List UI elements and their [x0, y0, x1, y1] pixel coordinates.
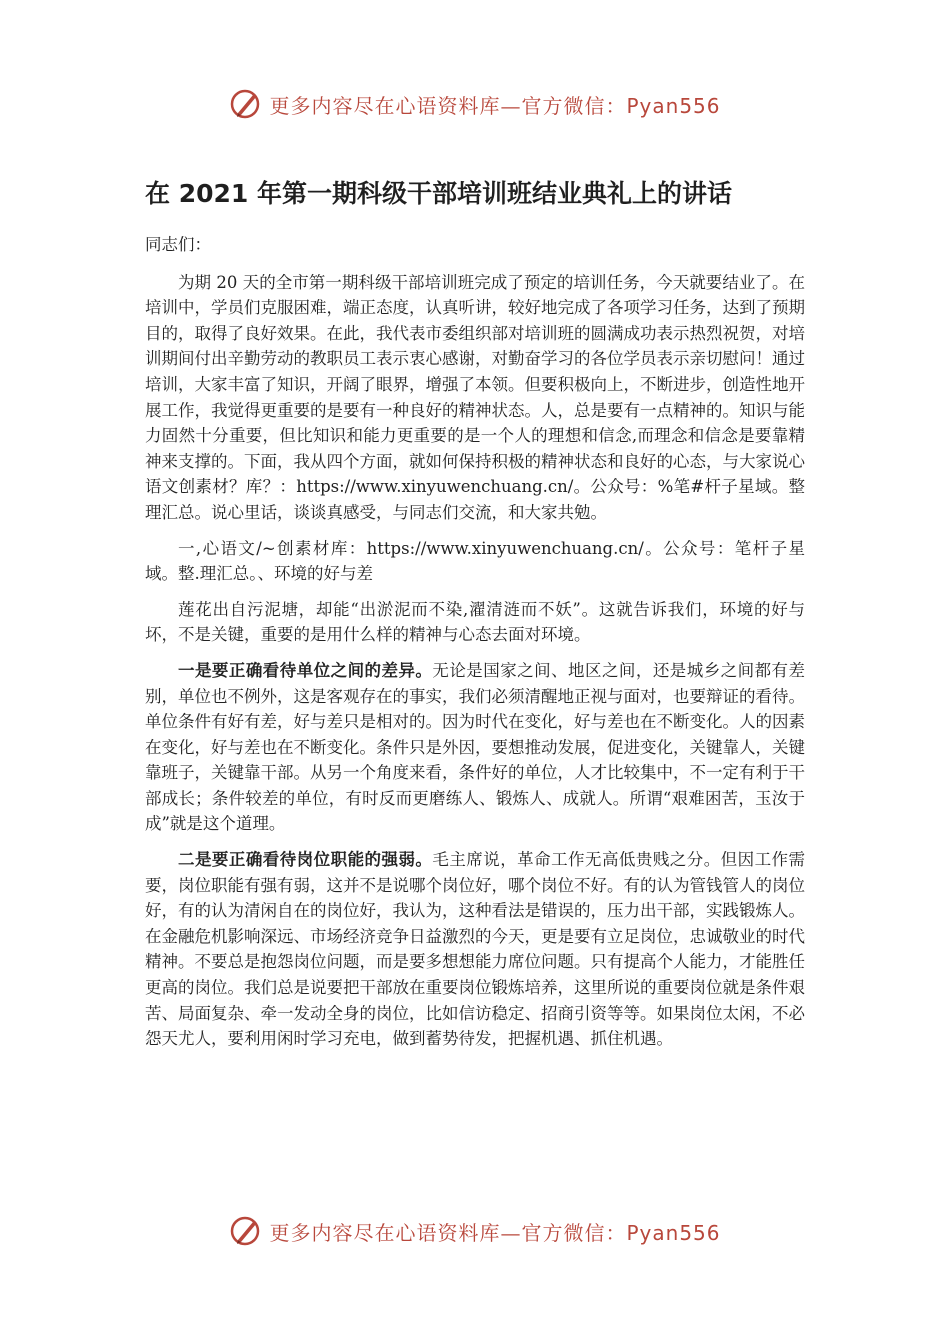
point-two-heading: 二是要正确看待岗位职能的强弱。 [178, 850, 433, 870]
point-one-heading: 一是要正确看待单位之间的差异。 [178, 660, 433, 680]
point-one-text: 无论是国家之间、地区之间，还是城乡之间都有差别，单位也不例外，这是客观存在的事实，我们必须清醒地正视与面对，也要辩证的看待。单位条件有好有差，好与差只是相对的。因为时代在变化，好与差也在不断变化。人的因素在变化，好与差也在不断变化。条件只是外因，要想推动发展，促进变化，关键靠人，关键靠班子，关键靠干部。从另一个角度来看，条件好的单位，人才比较集中，不一定有利于干部成长；条件较差的单位，有时反而更磨练人、锻炼人、成就人。所谓“艰难困苦，玉汝于成”就是这个道理。 [145, 660, 806, 834]
banner-text: 更多内容尽在心语资料库—官方微信：Pyan556 [269, 93, 721, 118]
greeting: 同志们： [145, 235, 211, 254]
pen-logo-icon [229, 1214, 263, 1248]
paragraph-post-functions [145, 847, 805, 1052]
footer-banner [0, 1211, 950, 1251]
pen-logo-icon [229, 87, 263, 121]
wechat-id: Pyan556 [626, 1220, 721, 1245]
point-two-text: 毛主席说，革命工作无高低贵贱之分。但因工作需要，岗位职能有强有弱，这并不是说哪个岗位好，哪个岗位不好。有的认为管钱管人的岗位好，有的认为清闲自在的岗位好，我认为，这种看法是错误的，压力出干部，实践锻炼人。在金融危机影响深远、市场经济竞争日益激烈的今天，更是要有立足岗位，忠诚敬业的时代精神。不要总是抱怨岗位问题，而是要多想想能力席位问题。只有提高个人能力，才能胜任更高的岗位。我们总是说要把干部放在重要岗位锻炼培养，这里所说的重要岗位就是条件艰苦、局面复杂、牵一发动全身的岗位，比如信访稳定、招商引资等等。如果岗位太闲，不必怨天尤人，要利用闲时学习充电，做到蓄势待发，把握机遇、抓住机遇。 [145, 850, 806, 1049]
paragraph-intro: 为期 20 天的全市第一期科级干部培训班完成了预定的培训任务，今天就要结业了。在培训中，学员们克服困难，端正态度，认真听讲，较好地完成了各项学习任务，达到了预期目的，取得了良好效果。在此，我代表市委组织部对培训班的圆满成功表示热烈祝贺，对培训期间付出辛勤劳动的教职员工表示衷心感谢，对勤奋学习的各位学员表示亲切慰问！通过培训，大家丰富了知识，开阔了眼界，增强了本领。但要积极向上，不断进步，创造性地开展工作，我觉得更重要的是要有一种良好的精神状态。人，总是要有一点精神的。知识与能力固然十分重要，但比知识和能力更重要的是一个人的理想和信念,而理念和信念是要靠精神来支撑的。下面，我从四个方面，就如何保持积极的精神状态和良好的心态，与大家说心语文创素材？库？：https://www.xinyuwenchuang.cn/。公众号：%笔#杆子星域。整理汇总。说心里话，谈谈真感受，与同志们交流，和大家共勉。 [145, 272, 805, 522]
paragraph-unit-differences [145, 658, 805, 837]
header-banner [0, 84, 950, 124]
section-heading: 一,心语文/~创素材库：https://www.xinyuwenchuang.cn/。公众号：笔杆子星域。整.理汇总。、环境的好与差 [145, 538, 805, 584]
document-body [145, 232, 805, 1062]
wechat-id: Pyan556 [626, 93, 721, 118]
banner-text: 更多内容尽在心语资料库—官方微信：Pyan556 [269, 1220, 721, 1245]
paragraph-lotus: 莲花出自污泥塘，却能“出淤泥而不染,濯清涟而不妖”。这就告诉我们，环境的好与坏，不是关键，重要的是用什么样的精神与心态去面对环境。 [145, 599, 805, 645]
document-title: 在 2021 年第一期科级干部培训班结业典礼上的讲话 [145, 179, 732, 208]
